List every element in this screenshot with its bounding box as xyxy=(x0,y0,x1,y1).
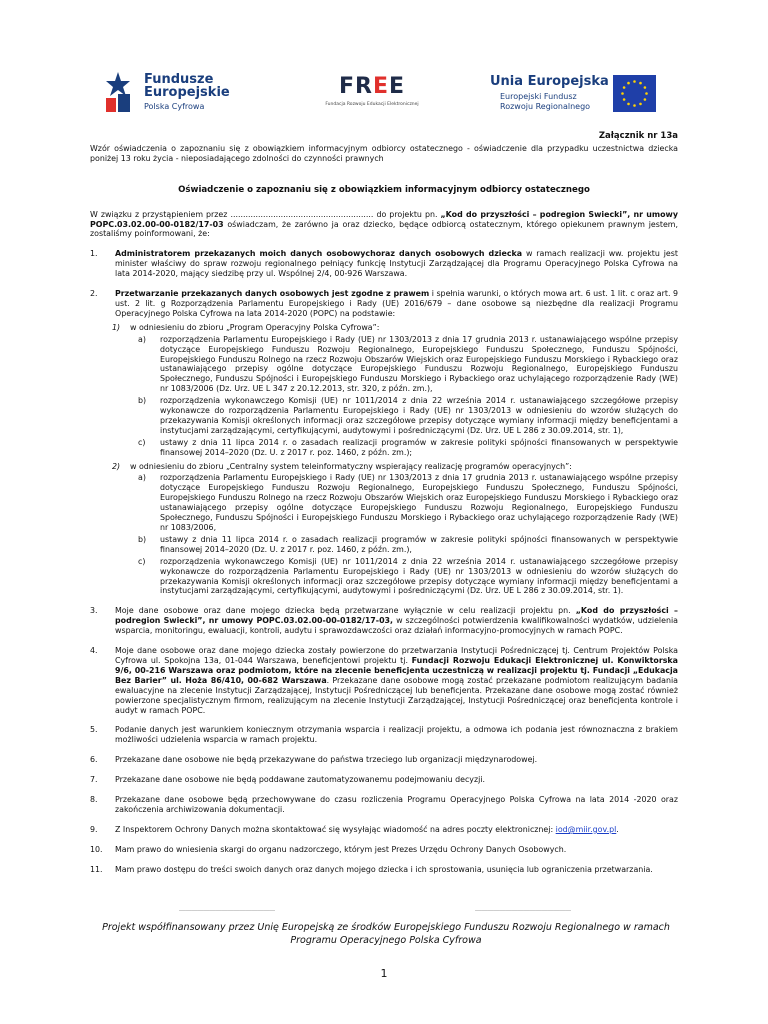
signature-line-left: ………………………………………… xyxy=(179,906,275,913)
subsection-1-b: b) rozporządzenia wykonawczego Komisji (UE) nr 1011/2014 z dnia 22 września 2014 r. ustanawiającego szczegółowe przepisy wykonawcze do rozporządzenia Parlamentu Europejskiego i Rady (UE) nr 1303/2013 w odniesieniu do wzorów służących do przekazywania Komisji określonych informacji oraz szczegółowe przepisy dotyczące wymiany informacji między beneficjentami a instytucjami zarządzającymi, certyfikującymi, audytowymi i pośredniczącymi (Dz. Urz. UE L 286 z 30.09.2014, str. 1), xyxy=(138,396,678,435)
clause-8: 8. Przekazane dane osobowe będą przechowywane do czasu rozliczenia Programu Operacyjnego Polska Cyfrowa na lata 2014 -2020 oraz zakończenia archiwizowania dokumentacji. xyxy=(90,795,678,814)
iod-email-link[interactable]: iod@miir.gov.pl xyxy=(555,824,617,834)
fundusze-europejskie-logo xyxy=(100,67,250,117)
fe-line1: Fundusze xyxy=(144,72,214,87)
subsection-2-c: c) rozporządzenia wykonawczego Komisji (UE) nr 1011/2014 z dnia 22 września 2014 r. ustanawiającego szczegółowe przepisy wykonawcze do rozporządzenia Parlamentu Europejskiego i Rady (UE) nr 1303/2013 w odniesieniu do wzorów służących do przekazywania Komisji określonych informacji oraz szczegółowe przepisy dotyczące wymiany informacji między beneficjentami a instytucjami zarządzającymi, certyfikującymi, audytowymi i pośredniczącymi (Dz. Urz. UE L 286 z 30.09.2014, str. 1). xyxy=(138,556,678,596)
clause-5: 5. Podanie danych jest warunkiem koniecznym otrzymania wsparcia i realizacji projektu, a odmowa ich podania jest równoznaczna z brakiem możliwości udzielenia wsparcia w ramach projektu. xyxy=(90,725,678,745)
clause-1: 1. Administratorem przekazanych moich danych osobowychoraz danych osobowych dziecka w ramach realizacji ww. projektu jest minister właściwy do spraw rozwoju regionalnego pełniący funkcję Instytucji Zarządzającej dla Programu Operacyjnego Polska Cyfrowa na lata 2014-2020, mający siedzibę przy ul. Wspólnej 2/4, 00-926 Warszawa. xyxy=(90,249,678,279)
eu-line1: Unia Europejska xyxy=(490,74,609,89)
intro-text: Wzór oświadczenia o zapoznaniu się z obowiązkiem informacyjnym odbiorcy ostatecznego - oświadczenie dla przypadku uczestnictwa dziecka poniżej 13 roku życia - nieposiadającego zdolności do czynności prawnych xyxy=(90,143,678,163)
subsection-1-a: a) rozporządzenia Parlamentu Europejskiego i Rady (UE) nr 1303/2013 z dnia 17 grudnia 2013 r. ustanawiającego wspólne przepisy dotyczące Europejskiego Funduszu Rozwoju Regionalnego, Europejskiego Funduszu Społecznego, Funduszu Spójności, Europejskiego Funduszu Rolnego na rzecz Rozwoju Obszarów Wiejskich oraz Europejskiego Funduszu Morskiego i Rybackiego oraz ustanawiającego przepisy ogólne dotyczące Europejskiego Funduszu Rozwoju Regionalnego, Europejskiego Funduszu Społecznego, Funduszu Spójności i Europejskiego Funduszu Morskiego i Rybackiego oraz uchylającego rozporządzenie Rady (WE) nr 1083/2006 (Dz. Urz. UE L 347 z 20.12.2013, str. 320, z późn. zm.), xyxy=(138,334,678,394)
fe-line3: Polska Cyfrowa xyxy=(144,102,205,111)
clause-10: 10. Mam prawo do wniesienia skargi do organu nadzorczego, którym jest Prezes Urzędu Ochrony Danych Osobowych. xyxy=(90,844,567,854)
unia-europejska-logo xyxy=(490,72,670,120)
free-wordmark: FREE xyxy=(338,74,406,99)
attachment-label: Załącznik nr 13a xyxy=(598,131,678,141)
clause-6: 6. Przekazane dane osobowe nie będą przekazywane do państwa trzeciego lub organizacji międzynarodowej. xyxy=(90,755,538,765)
header-logos xyxy=(100,62,670,118)
subsection-2-a: a) rozporządzenia Parlamentu Europejskiego i Rady (UE) nr 1303/2013 z dnia 17 grudnia 2013 r. ustanawiającego wspólne przepisy dotyczące Europejskiego Funduszu Rozwoju Regionalnego, Europejskiego Funduszu Społecznego, Funduszu Spójności, Europejskiego Funduszu Rolnego na rzecz Rozwoju Obszarów Wiejskich oraz Europejskiego Funduszu Morskiego i Rybackiego oraz ustanawiającego przepisy ogólne dotyczące Europejskiego Funduszu Rozwoju Regionalnego, Europejskiego Funduszu Społecznego, Funduszu Spójności i Europejskiego Funduszu Morskiego i Rybackiego oraz uchylającego rozporządzenie Rady (WE) nr 1083/2006, xyxy=(138,473,678,532)
fe-line2: Europejskie xyxy=(144,85,230,100)
subsection-1-title: w odniesieniu do zbioru „Program Operacyjny Polska Cyfrowa”: xyxy=(130,322,380,332)
free-logo xyxy=(322,74,422,114)
document-heading: Oświadczenie o zapoznaniu się z obowiązkiem informacyjnym odbiorcy ostatecznego xyxy=(178,184,590,195)
eu-line3: Rozwoju Regionalnego xyxy=(500,102,591,111)
clause-3: 3. Moje dane osobowe oraz dane mojego dziecka będą przetwarzane wyłącznie w celu realizacji projektu pn. „Kod do przyszłości – podregion Swiecki”, nr umowy POPC.03.02.00-00-0182/17-03, w szczególności potwierdzenia kwalifikowalności wydatków, udzielenia wsparcia, monitoringu, ewaluacji, kontroli, audytu i sprawozdawczości oraz działań informacyjno-promocyjnych w ramach POPC. xyxy=(90,606,678,636)
page-number: 1 xyxy=(380,967,388,980)
eu-line2: Europejski Fundusz xyxy=(500,92,577,101)
subsection-2: 2) w odniesieniu do zbioru „Centralny system teleinformatyczny wspierający realizację programów operacyjnych”: xyxy=(90,462,678,472)
subsection-1: 1) w odniesieniu do zbioru „Program Operacyjny Polska Cyfrowa”: xyxy=(90,323,678,333)
clause-2: 2. Przetwarzanie przekazanych danych osobowych jest zgodne z prawem i spełnia warunki, o których mowa art. 6 ust. 1 lit. c oraz art. 9 ust. 2 lit. g Rozporządzenia Parlamentu Europejskiego i Rady (UE) 2016/679 – dane osobowe są niezbędne dla realizacji Programu Operacyjnego Polska Cyfrowa na lata 2014-2020 (POPC) na podstawie: xyxy=(90,289,678,318)
subsection-2-title: w odniesieniu do zbioru „Centralny system teleinformatyczny wspierający realizację programów operacyjnych”: xyxy=(130,461,572,471)
document-body xyxy=(90,132,678,875)
clause-4: 4. Moje dane osobowe oraz dane mojego dziecka zostały powierzone do przetwarzania Instytucji Pośredniczącej tj. Centrum Projektów Polska Cyfrowa ul. Spokojna 13a, 01-044 Warszawa, beneficjentowi projektu tj. Fundacji Rozwoju Edukacji Elektronicznej ul. Konwiktorska 9/6, 00-216 Warszawa oraz podmiotom, które na zlecenie beneficjenta uczestniczą w realizacji projektu tj. Fundacji „Edukacja Bez Barier” ul. Hoża 86/410, 00-682 Warszawa. Przekazane dane osobowe mogą zostać przekazane podmiotom realizującym badania ewaluacyjne na zlecenie Instytucji Zarządzającej, Instytucji Pośredniczącej lub beneficjenta. Przekazane dane osobowe mogą zostać również powierzone specjalistycznym firmom, realizującym na zlecenie Instytucji Zarządzającej, Instytucji Pośredniczącej oraz beneficjenta kontrole i audyt w ramach POPC. xyxy=(90,646,679,715)
eu-flag-icon xyxy=(613,75,656,112)
fe-star-icon xyxy=(103,70,133,114)
clause-11: 11. Mam prawo dostępu do treści swoich danych oraz danych mojego dziecka i ich sprostowania, usunięcia lub ograniczenia przetwarzania. xyxy=(90,864,653,874)
subsection-2-b: b) ustawy z dnia 11 lipca 2014 r. o zasadach realizacji programów w zakresie polityki spójności finansowanych w perspektywie finansowej 2014–2020 (Dz. U. z 2017 r. poz. 1460, z późn. zm.), xyxy=(138,534,678,554)
signature-line-right: ………………………………………… xyxy=(475,906,571,913)
clause-7: 7. Przekazane dane osobowe nie będą poddawane zautomatyzowanemu podejmowaniu decyzji. xyxy=(90,775,486,785)
free-subtitle: Fundacja Rozwoju Edukacji Elektronicznej xyxy=(325,102,419,107)
cofinancing-footer: Projekt współfinansowany przez Unię Europejską ze środków Europejskiego Funduszu Rozwoju Regionalnego w ramach Programu Operacyjnego Polska Cyfrowa xyxy=(102,922,670,946)
lead-paragraph: W związku z przystąpieniem przez ......................................................... do projektu pn. „Kod do przyszłości – podregion Swiecki”, nr umowy POPC.03.02.00-00-0182/17-03 oświadczam, że zarówno ja oraz dziecko, będące odbiorcą ostatecznym, którego opiekunem prawnym jestem, zostaliśmy poinformowani, że: xyxy=(90,209,678,239)
clause-9: 9. Z Inspektorem Ochrony Danych można skontaktować się wysyłając wiadomość na adres poczty elektronicznej: iod@miir.gov.pl. xyxy=(90,824,619,834)
subsection-1-c: c) ustawy z dnia 11 lipca 2014 r. o zasadach realizacji programów w zakresie polityki spójności finansowanych w perspektywie finansowej 2014–2020 (Dz. U. z 2017 r. poz. 1460, z późn. zm.); xyxy=(138,437,678,457)
